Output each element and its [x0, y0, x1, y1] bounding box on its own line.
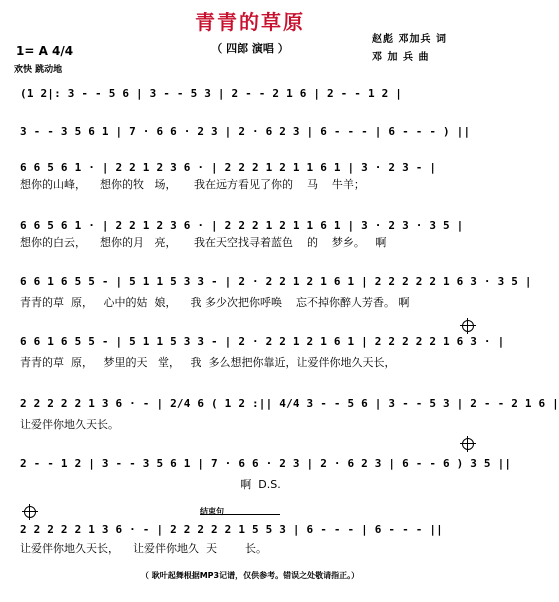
composer-credit: 邓 加 兵 曲 [372, 52, 430, 63]
ending-label: 结束句 [200, 507, 224, 516]
score-row-6: 6 6 1 6 5 5 - | 5 1 1 5 3 3 - | 2 · 2 2 1 2 1 6 1 | 2 2 2 2 2 1 6 3 · | [20, 335, 505, 348]
lyric-row-5: 青青的草 原， 心中的姑 娘， 我 多少次把你呼唤 忘不掉你醉人芳香。 啊 [20, 296, 410, 309]
score-row-1: (1 2|: 3 - - 5 6 | 3 - - 5 3 | 2 - - 2 1 6 | 2 - - 1 2 | [20, 87, 403, 100]
score-row-8: 2 - - 1 2 | 3 - - 3 5 6 1 | 7 · 6 6 · 2 3 | 2 · 6 2 3 | 6 - - 6 ) 3 5 || [20, 457, 512, 470]
lyricist-credit: 赵彪 邓加兵 词 [372, 34, 447, 45]
score-row-2: 3 - - 3 5 6 1 | 7 · 6 6 · 2 3 | 2 · 6 2 3 | 6 - - - | 6 - - - ) || [20, 125, 471, 138]
score-row-7: 2 2 2 2 2 1 3 6 · - | 2/4 6 ( 1 2 :|| 4/4 3 - - 5 6 | 3 - - 5 3 | 2 - - 2 1 6 | [20, 397, 559, 410]
lyric-row-8: 啊 D.S. [20, 478, 281, 491]
singer-line: （ 四郎 演唱 ） [211, 42, 289, 55]
ending-bracket [200, 514, 280, 515]
score-row-9: 2 2 2 2 2 1 3 6 · - | 2 2 2 2 2 1 5 5 3 | 6 - - - | 6 - - - || [20, 523, 443, 536]
page-title: 青青的草原 [195, 10, 305, 34]
footnote: （ 耿叶起舞根据MP3记谱，仅供参考。错误之处敬请指正。） [140, 571, 360, 580]
lyric-row-7: 让爱伴你地久天长。 [20, 418, 119, 431]
score-row-4: 6 6 5 6 1 · | 2 2 1 2 3 6 · | 2 2 2 1 2 1 1 6 1 | 3 · 2 3 · 3 5 | [20, 219, 464, 232]
score-row-5: 6 6 1 6 5 5 - | 5 1 1 5 3 3 - | 2 · 2 2 1 2 1 6 1 | 2 2 2 2 2 1 6 3 · 3 5 | [20, 275, 532, 288]
lyric-row-9: 让爱伴你地久天长， 让爱伴你地久 天 长。 [20, 542, 267, 555]
tempo-marking: 欢快 跳动地 [14, 65, 63, 75]
coda-icon [24, 506, 36, 518]
lyric-row-3: 想你的山峰， 想你的牧 场， 我在远方看见了你的 马 牛羊； [20, 178, 365, 191]
lyric-row-6: 青青的草 原， 梦里的天 堂， 我 多么想把你靠近，让爱伴你地久天长， [20, 356, 396, 369]
coda-icon [462, 438, 474, 450]
lyric-row-4: 想你的白云， 想你的月 亮， 我在天空找寻着蓝色 的 梦乡。 啊 [20, 236, 387, 249]
coda-icon [462, 320, 474, 332]
key-signature: 1= A 4/4 [16, 44, 74, 58]
score-row-3: 6 6 5 6 1 · | 2 2 1 2 3 6 · | 2 2 2 1 2 1 1 6 1 | 3 · 2 3 - | [20, 161, 437, 174]
